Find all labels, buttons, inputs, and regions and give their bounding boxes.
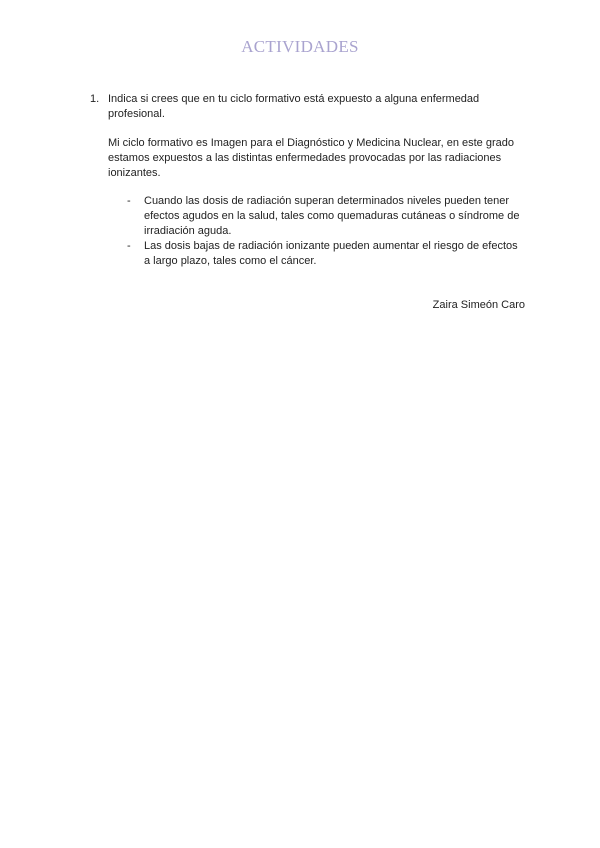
question-number: 1. [90, 93, 100, 105]
question-text: Indica si crees que en tu ciclo formativo está expuesto a alguna enfermedad profesional. [108, 93, 480, 120]
bullet-marker: - [127, 240, 131, 252]
author-signature: Zaira Simeón Caro [432, 299, 525, 311]
bullet-item [124, 194, 524, 239]
bullet-item [124, 239, 524, 269]
bullet-list [124, 194, 524, 269]
answer-paragraph: Mi ciclo formativo es Imagen para el Diagnóstico y Medicina Nuclear, en este grado estamos expuestos a las distintas enfermedades provocadas por las radiaciones ionizantes. [108, 137, 514, 179]
bullet-marker: - [127, 195, 131, 207]
bullet-text: Cuando las dosis de radiación superan determinados niveles pueden tener efectos agudos en la salud, tales como quemaduras cutáneas o síndrome de irradiación aguda. [144, 195, 520, 237]
page-title: ACTIVIDADES [241, 37, 359, 56]
bullet-text: Las dosis bajas de radiación ionizante pueden aumentar el riesgo de efectos a largo plazo, tales como el cáncer. [144, 240, 518, 267]
